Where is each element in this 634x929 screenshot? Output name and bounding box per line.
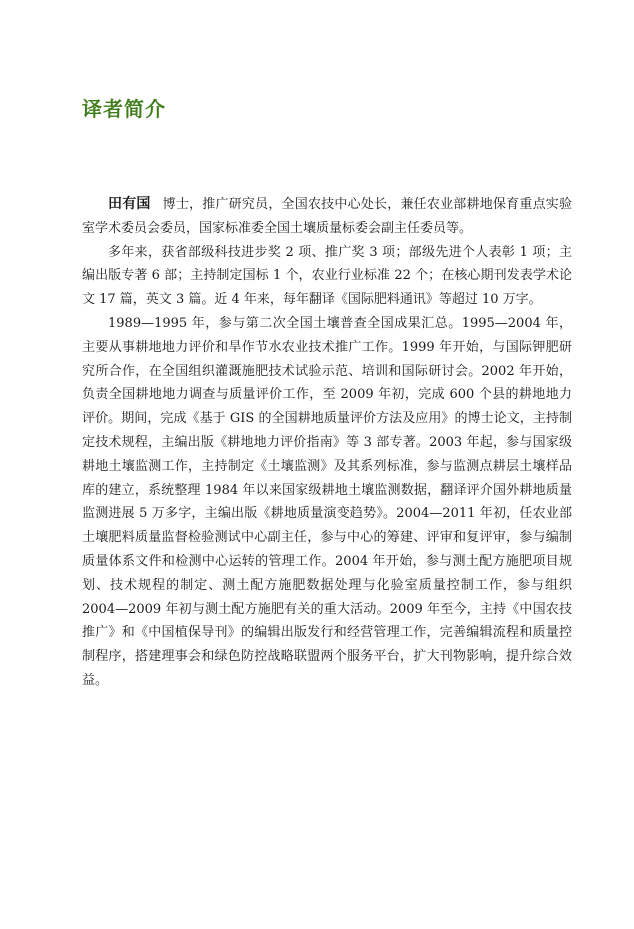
bio-paragraph-2: 多年来，获省部级科技进步奖 2 项、推广奖 3 项；部级先进个人表彰 1 项；主编出版专著 6 部；主持制定国标 1 个，农业行业标准 22 个；在核心期刊发表学术论文 17 篇，英文 3 篇。近 4 年来，每年翻译《国际肥料通讯》等超过 10 万字。 bbox=[82, 244, 572, 308]
author-name: 田有国 bbox=[108, 196, 151, 212]
bio-intro-paragraph bbox=[82, 193, 572, 241]
translator-bio bbox=[82, 193, 572, 693]
bio-paragraph-1-text: 博士，推广研究员，全国农技中心处长，兼任农业部耕地保育重点实验室学术委员会委员，国家标准委全国土壤质量标委会副主任委员等。 bbox=[82, 197, 572, 236]
page-title: 译者简介 bbox=[82, 97, 166, 121]
bio-paragraph-3: 1989—1995 年，参与第二次全国土壤普查全国成果汇总。1995—2004 年，主要从事耕地地力评价和旱作节水农业技术推广工作。1999 年开始，与国际钾肥研究所合作，在全国组织灌溉施肥技术试验示范、培训和国际研讨会。2002 年开始，负责全国耕地地力调查与质量评价工作，至 2009 年初，完成 600 个县的耕地地力评价。期间，完成《基于 GIS 的全国耕地质量评价方法及应用》的博士论文，主持制定技术规程，主编出版《耕地地力评价指南》等 3 部专著。2003 年起，参与国家级耕地土壤监测工作，主持制定《土壤监测》及其系列标准，参与监测点耕层土壤样品库的建立，系统整理 1984 年以来国家级耕地土壤监测数据，翻译评介国外耕地质量监测进展 5 万多字，主编出版《耕地质量演变趋势》。2004—2011 年初，任农业部土壤肥料质量监督检验测试中心副主任，参与中心的筹建、评审和复评审，参与编制质量体系文件和检测中心运转的管理工作。2004 年开始，参与测土配方施肥项目规划、技术规程的制定、测土配方施肥数据处理与化验室质量控制工作，参与组织 2004—2009 年初与测土配方施肥有关的重大活动。2009 年至今，主持《中国农技推广》和《中国植保导刊》的编辑出版发行和经营管理工作，完善编辑流程和质量控制程序，搭建理事会和绿色防控战略联盟两个服务平台，扩大刊物影响，提升综合效益。 bbox=[82, 315, 572, 688]
